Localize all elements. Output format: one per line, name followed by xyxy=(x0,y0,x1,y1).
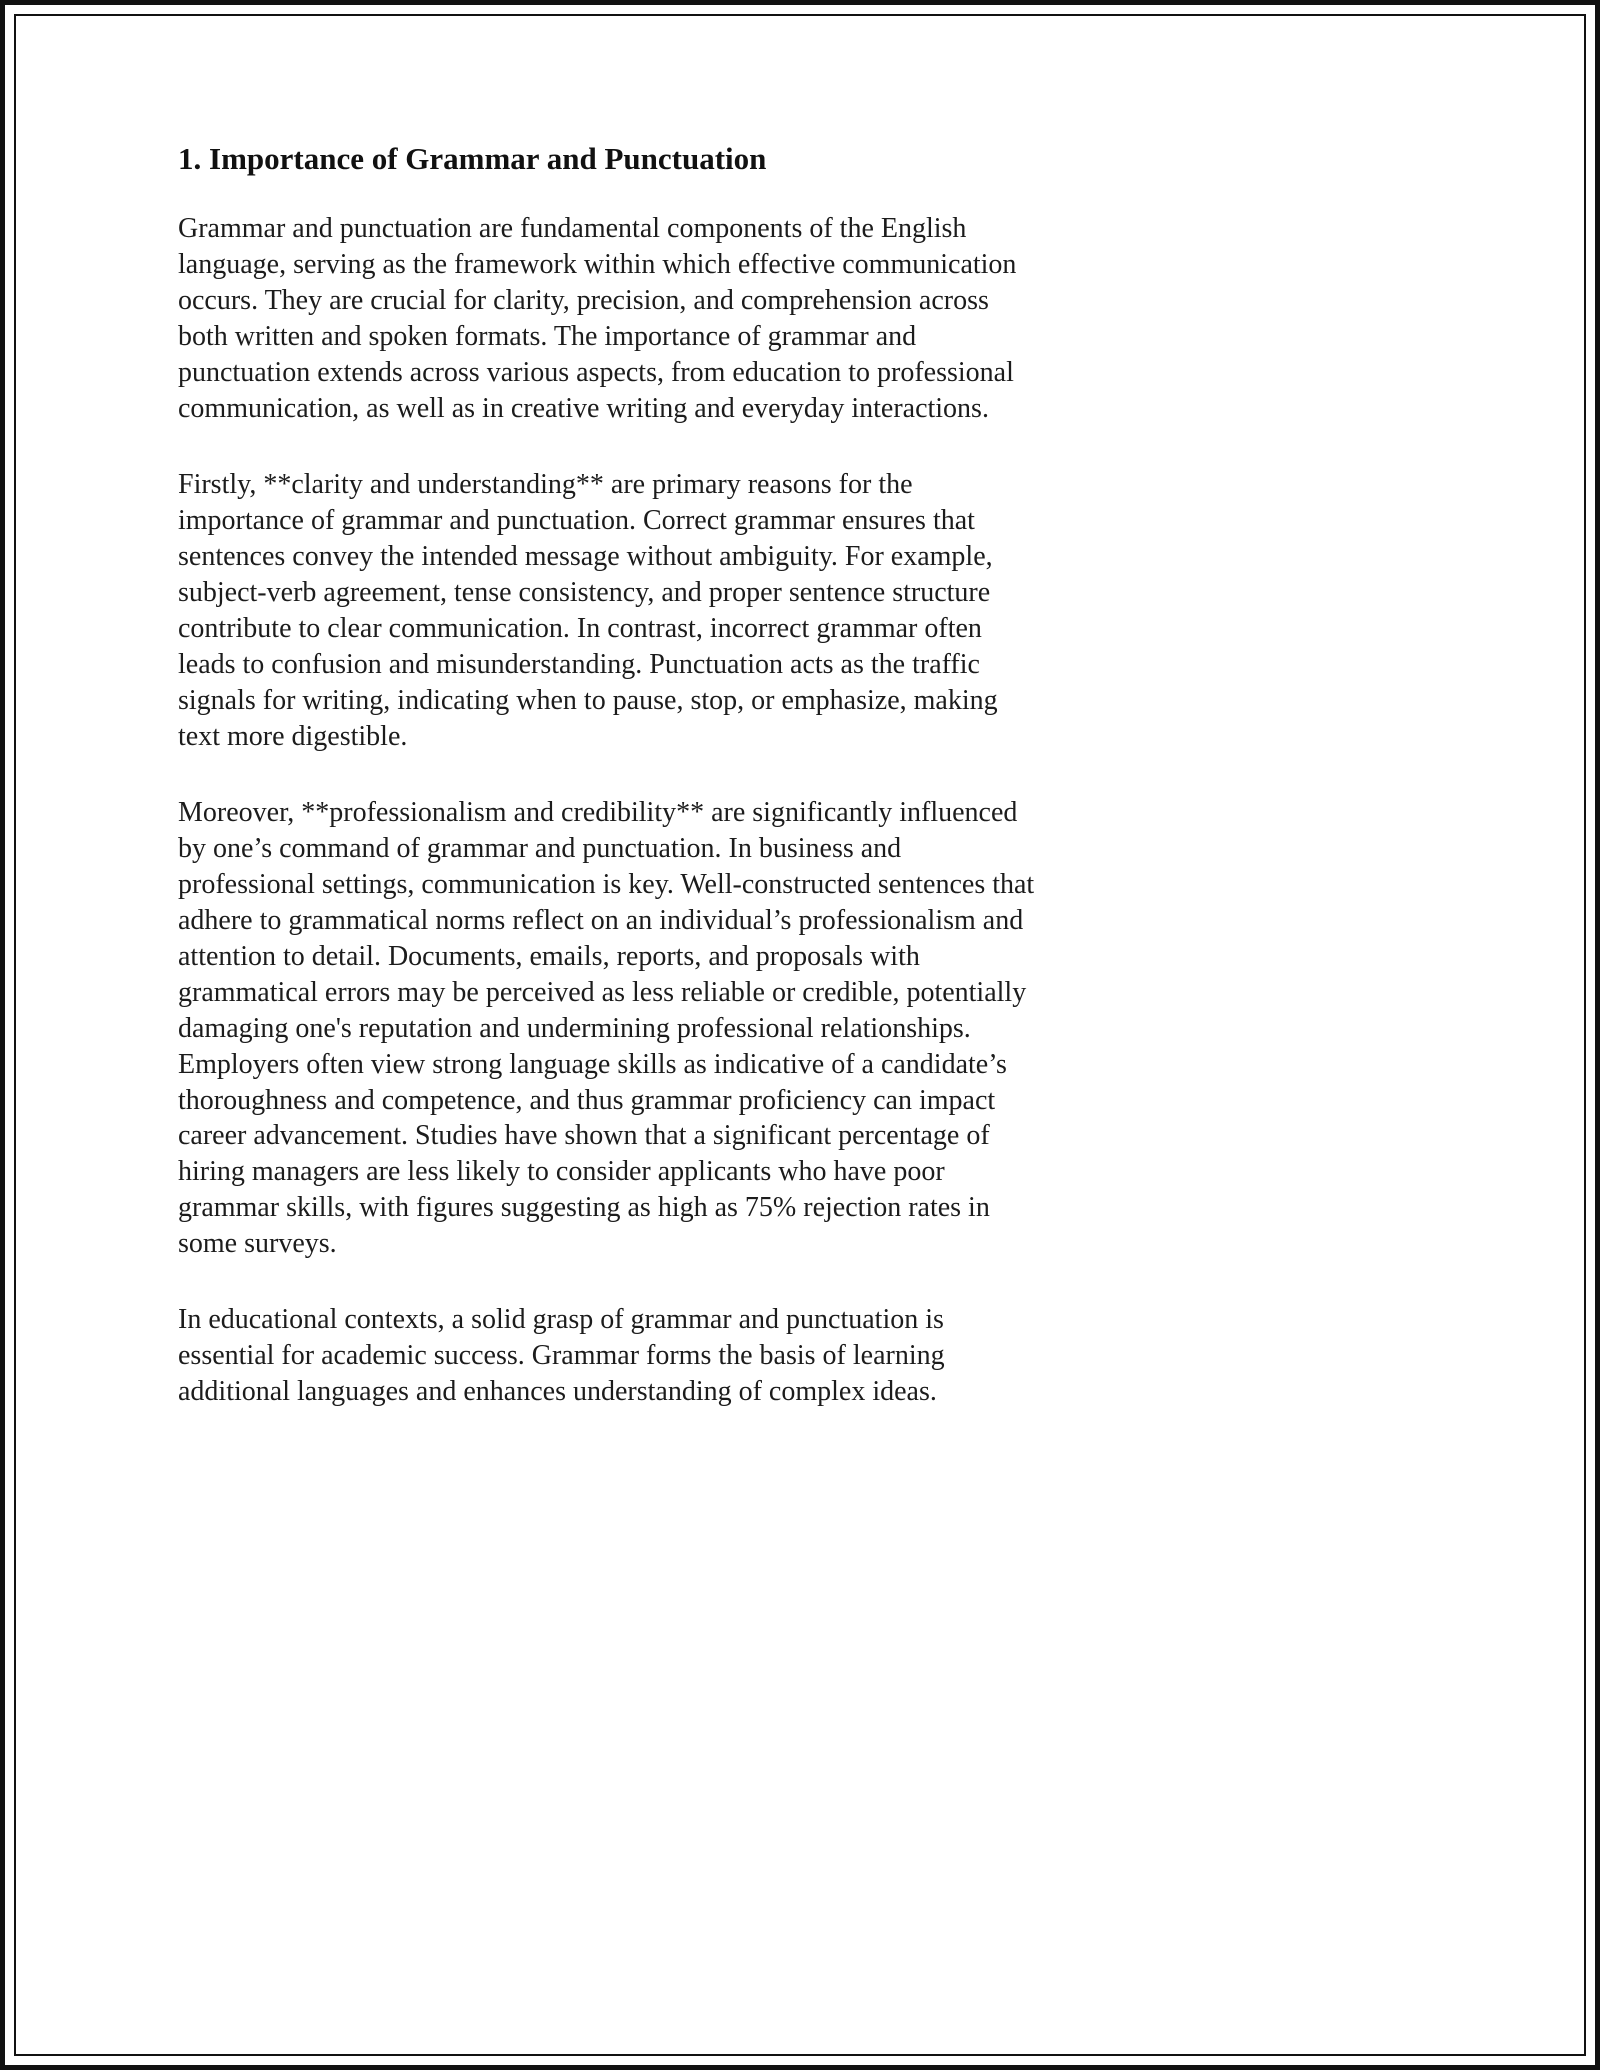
paragraph-clarity: Firstly, **clarity and understanding** are primary reasons for the importance of grammar and punctuation. Correct grammar ensures that sentences convey the intended message without ambiguity. For example, subject-verb agreement, tense consistency, and proper sentence structure contribute to clear communication. In contrast, incorrect grammar often leads to confusion and misunderstanding. Punctuation acts as the traffic signals for writing, indicating when to pause, stop, or emphasize, making text more digestible. xyxy=(178,469,998,752)
paragraph-intro: Grammar and punctuation are fundamental components of the English language, serving as the framework within which effective communication occurs. They are crucial for clarity, precision, and comprehension across both written and spoken formats. The importance of grammar and punctuation extends across various aspects, from education to professional communication, as well as in creative writing and everyday interactions. xyxy=(178,213,1017,425)
paragraph-education: In educational contexts, a solid grasp of grammar and punctuation is essential for academic success. Grammar forms the basis of learning additional languages and enhances understanding of complex ideas. xyxy=(178,1304,945,1408)
document-page xyxy=(178,140,1038,1450)
document-title: 1. Importance of Grammar and Punctuation xyxy=(178,141,767,176)
paragraph-professionalism: Moreover, **professionalism and credibility** are significantly influenced by one’s command of grammar and punctuation. In business and professional settings, communication is key. Well-constructed sentences that adhere to grammatical norms reflect on an individual’s professionalism and attention to detail. Documents, emails, reports, and proposals with grammatical errors may be perceived as less reliable or credible, potentially damaging one's reputation and undermining professional relationships. Employers often view strong language skills as indicative of a candidate’s thoroughness and competence, and thus grammar proficiency can impact career advancement. Studies have shown that a significant percentage of hiring managers are less likely to consider applicants who have poor grammar skills, with figures suggesting as high as 75% rejection rates in some surveys. xyxy=(178,796,1035,1260)
